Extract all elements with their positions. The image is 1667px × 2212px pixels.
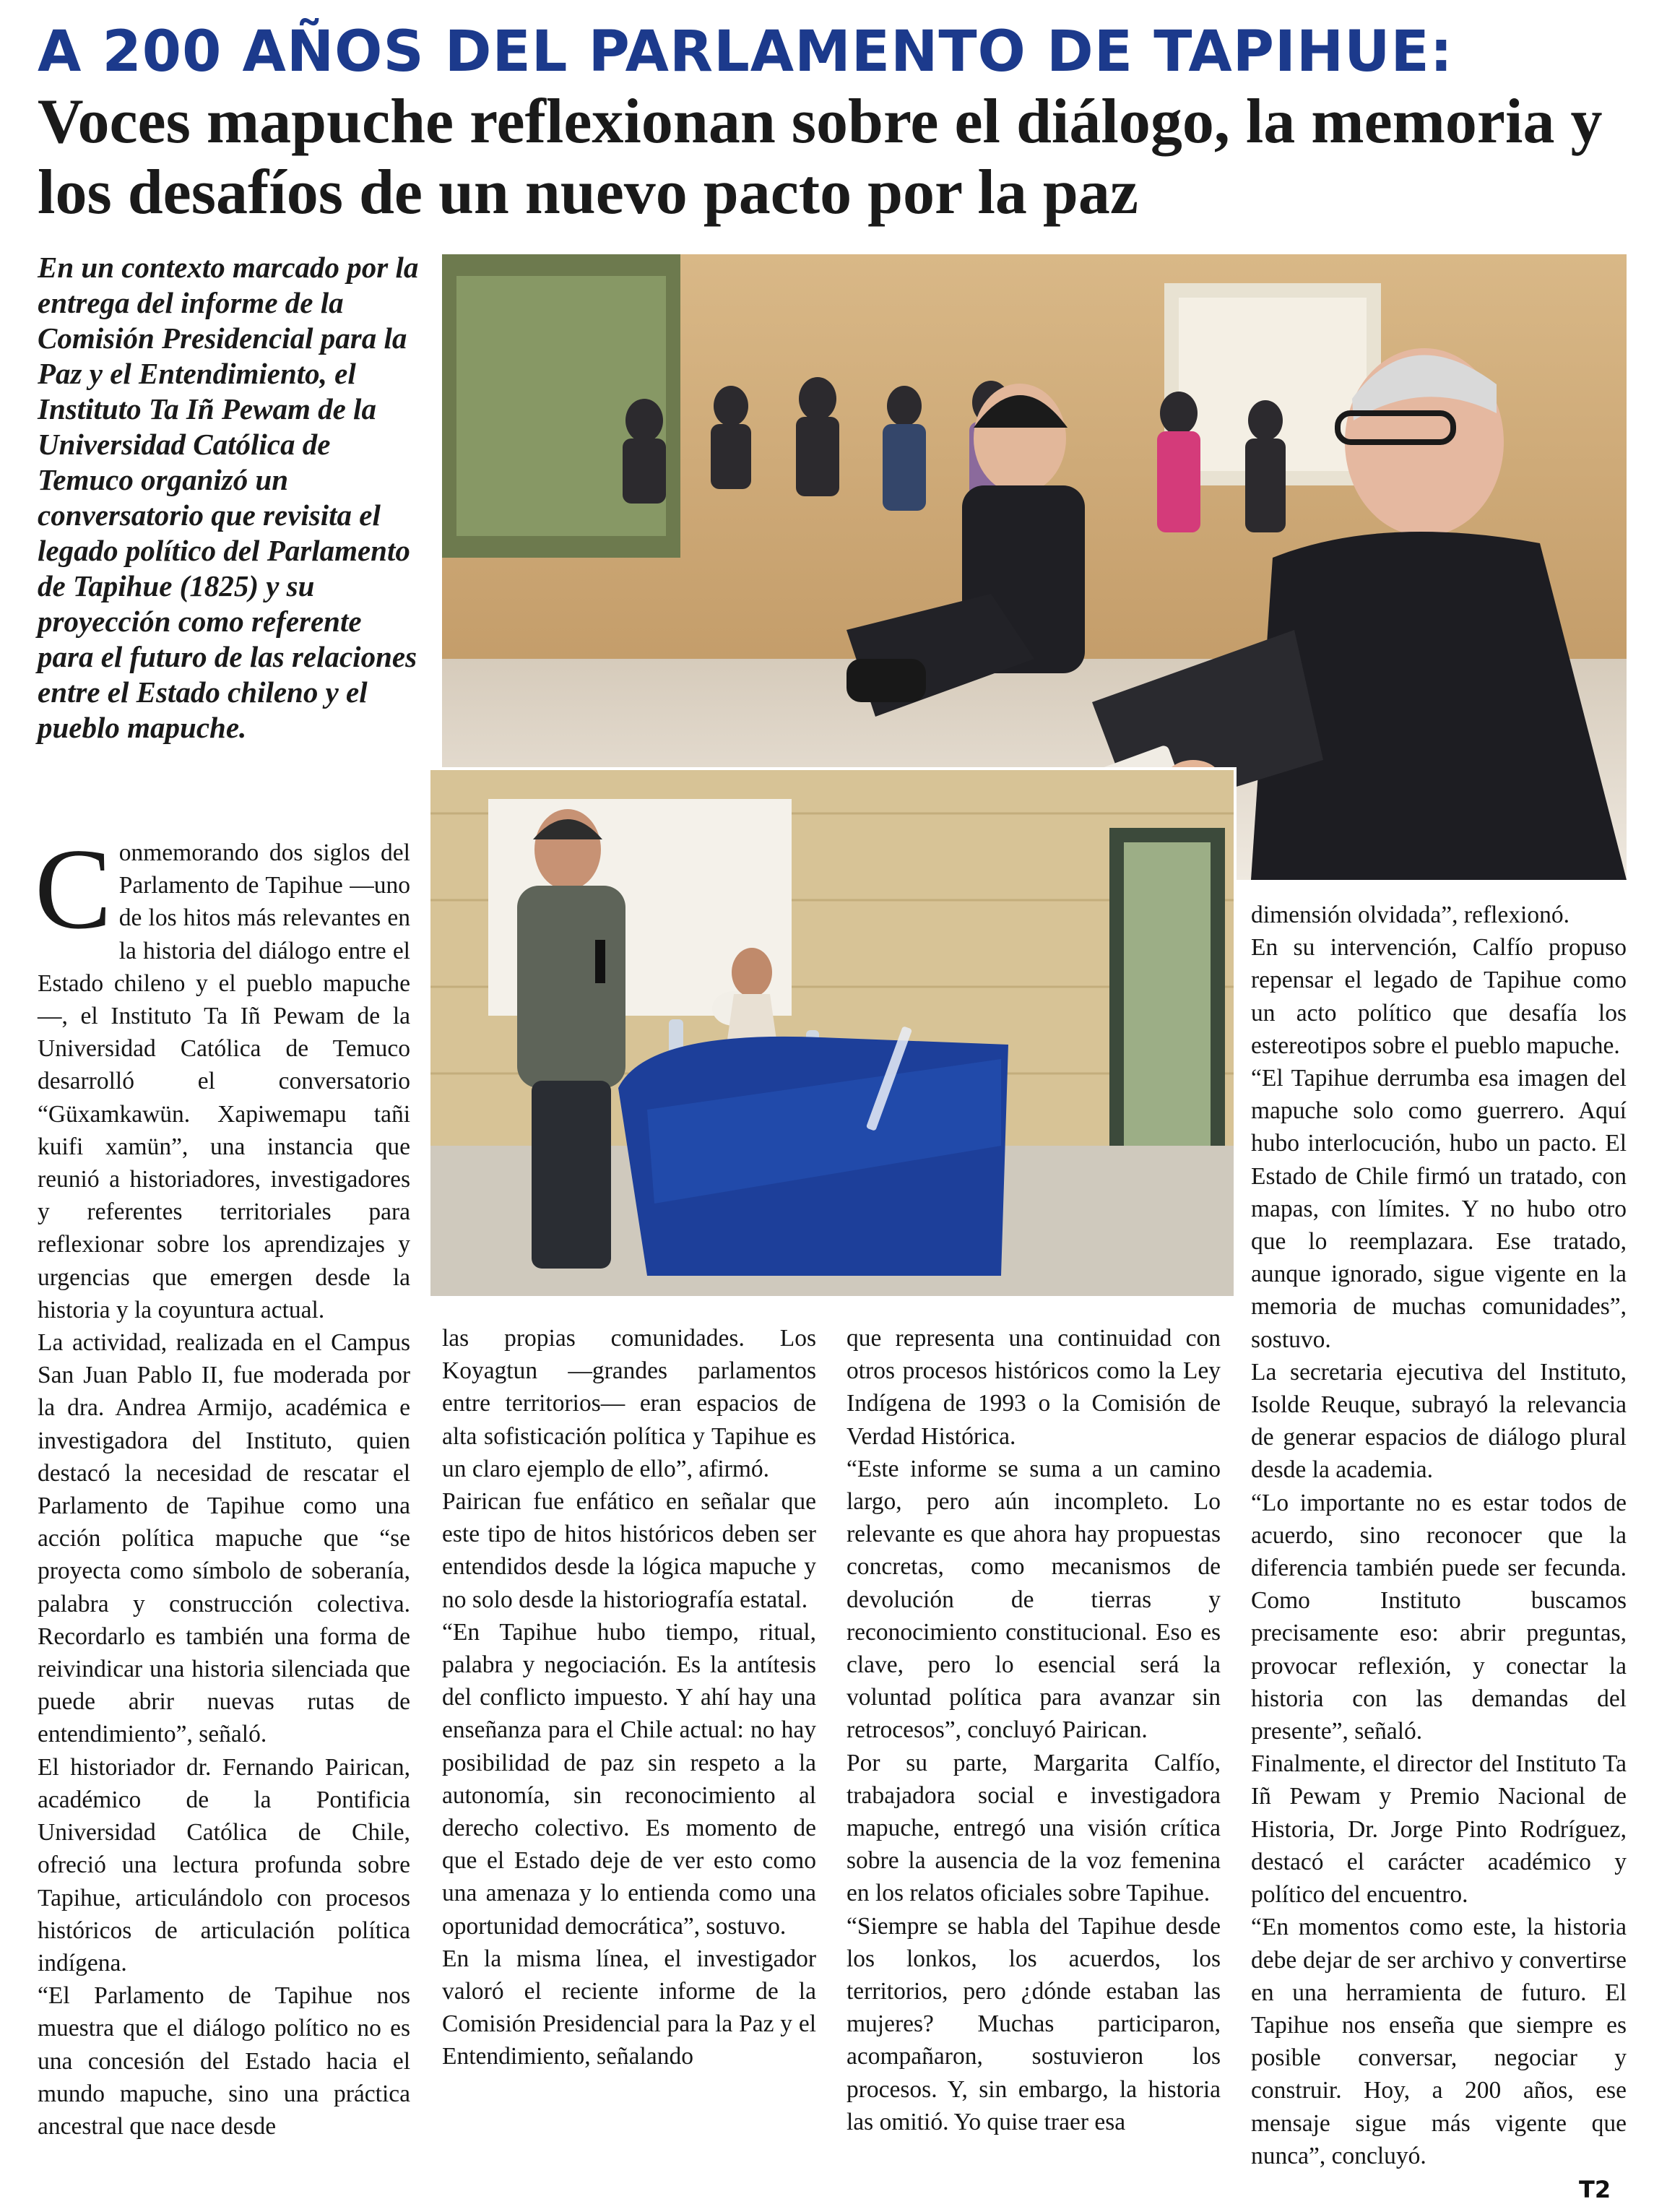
body-paragraph: que representa una continuidad con otros procesos históricos como la Ley Indígena de 1993 o la Comisión de Verdad Histórica. xyxy=(847,1325,1221,1450)
subheadline: Voces mapuche reflexionan sobre el diálogo, la memoria y los desafíos de un nuevo pacto por la paz xyxy=(38,87,1603,228)
headline: A 200 AÑOS DEL PARLAMENTO DE TAPIHUE: xyxy=(38,20,1453,85)
body-paragraph: “Siempre se habla del Tapihue desde los lonkos, los acuerdos, los territorios, pero ¿dónde estaban las mujeres? Muchas participaron, acompañaron, sostuvieron los procesos. Y, sin embargo, la historia las omitió. Yo quise traer esa xyxy=(847,1912,1221,2135)
body-column-4 xyxy=(1251,899,1627,2172)
drop-cap: C xyxy=(35,824,112,953)
body-paragraph: las propias comunidades. Los Koyagtun —grandes parlamentos entre territorios— eran espacios de alta sofisticación política y Tapihue es un claro ejemplo de ello”, afirmó. xyxy=(442,1325,816,1482)
body-paragraph: “Este informe se suma a un camino largo, pero aún incompleto. Lo relevante es que ahora hay propuestas concretas, como mecanismos de devolución de tierras y reconocimiento constitucional. Eso es clave, pero lo esencial será la voluntad política para avanzar sin retrocesos”, concluyó Pairican. xyxy=(847,1455,1221,1744)
body-paragraph: La actividad, realizada en el Campus San Juan Pablo II, fue moderada por la dra. Andrea Armijo, académica e investigadora del Instituto, quien destacó la necesidad de rescatar el Parlamento de Tapihue como una acción política mapuche que “se proyecta como símbolo de soberanía, palabra y construcción colectiva. Recordarlo es también una forma de reivindicar una historia silenciada que puede abrir nuevas rutas de entendimiento”, señaló. xyxy=(38,1329,410,1748)
end-mark-icon xyxy=(1577,2174,1621,2203)
speaker-photo xyxy=(428,767,1237,1299)
body-paragraph: El historiador dr. Fernando Pairican, académico de la Pontificia Universidad Católica de Chile, ofreció una lectura profunda sobre Tapihue, articulándolo con procesos históricos de articulación política indígena. xyxy=(38,1753,410,1976)
body-paragraph: Pairican fue enfático en señalar que este tipo de hitos históricos deben ser entendidos desde la lógica mapuche y no solo desde la historiografía estatal. xyxy=(442,1488,816,1613)
body-column-2 xyxy=(442,1322,816,2073)
body-paragraph: “Lo importante no es estar todos de acuerdo, sino reconocer que la diferencia también puede ser fecunda. Como Instituto buscamos precisamente eso: abrir preguntas, provocar reflexión, y conectar la historia con las demandas del presente”, señaló. xyxy=(1251,1489,1627,1745)
body-paragraph: En su intervención, Calfío propuso repensar el legado de Tapihue como un acto político que desafía los estereotipos sobre el pueblo mapuche. xyxy=(1251,934,1627,1059)
body-paragraph: Finalmente, el director del Instituto Ta Iñ Pewam y Premio Nacional de Historia, Dr. Jorge Pinto Rodríguez, destacó el carácter académico y político del encuentro. xyxy=(1251,1750,1627,1909)
end-mark-text: T2 xyxy=(1579,2176,1611,2203)
lead-paragraph: En un contexto marcado por la entrega del informe de la Comisión Presidencial para la Paz y el Entendimiento, el Instituto Ta Iñ Pewam de la Universidad Católica de Temuco organizó un conversatorio que revisita el legado político del Parlamento de Tapihue (1825) y su proyección como referente para el futuro de las relaciones entre el Estado chileno y el pueblo mapuche. xyxy=(38,251,419,744)
body-paragraph: En la misma línea, el investigador valoró el reciente informe de la Comisión Presidencial para la Paz y el Entendimiento, señalando xyxy=(442,1945,816,2070)
body-paragraph: dimensión olvidada”, reflexionó. xyxy=(1251,902,1569,928)
body-paragraph: onmemorando dos siglos del Parlamento de Tapihue —uno de los hitos más relevantes en la historia del diálogo entre el Estado chileno y el pueblo mapuche—, el Instituto Ta Iñ Pewam de la Universidad Católica de Temuco desarrolló el conversatorio “Güxamkawün. Xapiwemapu tañi kuifi xamün”, una instancia que reunió a historiadores, investigadores y referentes territoriales para reflexionar sobre los aprendizajes y urgencias que emergen desde la historia y la coyuntura actual. xyxy=(38,839,410,1323)
body-paragraph: “En Tapihue hubo tiempo, ritual, palabra y negociación. Es la antítesis del conflicto impuesto. Y ahí hay una enseñanza para el Chile actual: no hay posibilidad de paz sin respeto a la autonomía, sin reconocimiento al derecho colectivo. Es momento de que el Estado deje de ver esto como una amenaza y lo entienda como una oportunidad democrática”, sostuvo. xyxy=(442,1618,816,1940)
body-paragraph: “El Parlamento de Tapihue nos muestra que el diálogo político no es una concesión del Estado hacia el mundo mapuche, sino una práctica ancestral que nace desde xyxy=(38,1982,410,2140)
body-paragraph: Por su parte, Margarita Calfío, trabajadora social e investigadora mapuche, entregó una visión crítica sobre la ausencia de la voz femenina en los relatos oficiales sobre Tapihue. xyxy=(847,1749,1221,1907)
body-paragraph: “En momentos como este, la historia debe dejar de ser archivo y convertirse en una herramienta de futuro. El Tapihue nos enseña que siempre es posible conversar, negociar y construir. Hoy, a 200 años, ese mensaje sigue más vigente que nunca”, concluyó. xyxy=(1251,1914,1627,2169)
body-column-1 xyxy=(35,824,410,2143)
body-paragraph: “El Tapihue derrumba esa imagen del mapuche solo como guerrero. Aquí hubo interlocución, hubo un pacto. El Estado de Chile firmó un tratado, con mapas, con límites. Y no hubo otro que lo reemplazara. Ese tratado, aunque ignorado, sigue vigente en la memoria de muchas comunidades”, sostuvo. xyxy=(1251,1065,1627,1353)
body-column-3 xyxy=(847,1322,1221,2138)
body-paragraph: La secretaria ejecutiva del Instituto, Isolde Reuque, subrayó la relevancia de generar espacios de diálogo plural desde la academia. xyxy=(1251,1358,1627,1484)
